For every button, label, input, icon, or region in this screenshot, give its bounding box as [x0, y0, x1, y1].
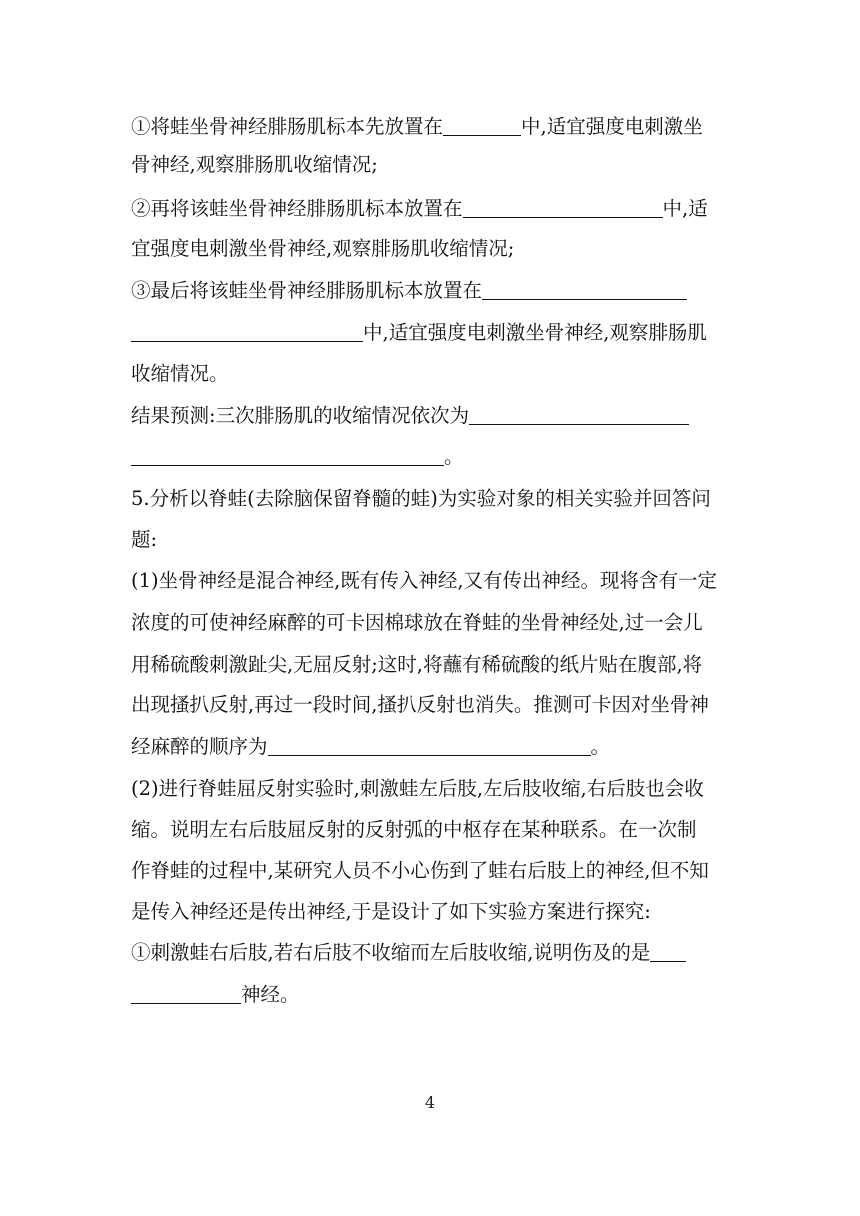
text-segment: ①刺激蛙右后肢,若右后肢不收缩而左后肢收缩,说明伤及的是	[131, 941, 651, 964]
answer-blank	[131, 445, 444, 466]
answer-blank	[650, 941, 686, 962]
text-line-10	[131, 486, 731, 512]
text-segment: 收缩情况。	[131, 362, 229, 385]
text-segment: (1)坐骨神经是混合神经,既有传入神经,又有传出神经。现将含有一定	[131, 569, 718, 592]
text-line-4	[131, 236, 731, 262]
text-segment: 中,适宜强度电刺激坐骨神经,观察腓肠肌	[363, 321, 707, 344]
text-line-22	[131, 982, 731, 1008]
text-line-19	[131, 858, 731, 884]
answer-blank	[482, 279, 687, 300]
text-segment: 中,适宜强度电刺激坐	[521, 115, 703, 138]
text-segment: ②再将该蛙坐骨神经腓肠肌标本放置在	[131, 197, 463, 220]
text-segment: 是传入神经还是传出神经,于是设计了如下实验方案进行探究:	[131, 900, 651, 923]
text-line-6	[131, 320, 731, 346]
text-segment: 经麻醉的顺序为	[131, 735, 268, 758]
text-segment: ①将蛙坐骨神经腓肠肌标本先放置在	[131, 115, 444, 138]
text-segment: 题:	[131, 528, 158, 551]
answer-blank	[443, 115, 521, 136]
answer-blank	[463, 197, 663, 218]
text-line-21	[131, 940, 731, 966]
text-segment: 用稀硫酸刺激趾尖,无屈反射;这时,将蘸有稀硫酸的纸片贴在腹部,将	[131, 653, 703, 676]
text-line-9	[131, 444, 731, 470]
text-line-3	[131, 196, 731, 222]
page-number: 4	[424, 1093, 436, 1112]
text-segment: 宜强度电刺激坐骨神经,观察腓肠肌收缩情况;	[131, 237, 515, 260]
text-line-13	[131, 610, 731, 636]
text-segment: 结果预测:三次腓肠肌的收缩情况依次为	[131, 404, 470, 427]
text-line-14	[131, 652, 731, 678]
text-line-5	[131, 278, 731, 304]
text-segment: 中,适	[662, 197, 708, 220]
text-segment: 。	[444, 445, 464, 468]
text-line-20	[131, 899, 731, 925]
answer-blank	[469, 404, 689, 425]
text-line-17	[131, 776, 731, 802]
answer-blank	[131, 321, 363, 342]
text-line-1	[131, 114, 731, 140]
text-line-15	[131, 692, 731, 718]
text-line-11	[131, 527, 731, 553]
text-segment: 。	[590, 735, 611, 758]
text-line-18	[131, 817, 731, 843]
text-line-16	[131, 734, 731, 760]
text-segment: 浓度的可使神经麻醉的可卡因棉球放在脊蛙的坐骨神经处,过一会儿	[131, 611, 703, 634]
text-line-12	[131, 568, 731, 594]
text-segment: 作脊蛙的过程中,某研究人员不小心伤到了蛙右后肢上的神经,但不知	[131, 859, 709, 882]
text-segment: ③最后将该蛙坐骨神经腓肠肌标本放置在	[131, 279, 483, 302]
text-segment: (2)进行脊蛙屈反射实验时,刺激蛙左后肢,左后肢收缩,右后肢也会收	[131, 777, 704, 800]
text-line-7	[131, 361, 731, 387]
answer-blank	[268, 735, 591, 756]
text-segment: 神经。	[241, 983, 300, 1006]
text-segment: 骨神经,观察腓肠肌收缩情况;	[131, 153, 378, 176]
text-line-2	[131, 152, 731, 178]
text-segment: 出现搔扒反射,再过一段时间,搔扒反射也消失。推测可卡因对坐骨神	[131, 693, 709, 716]
text-line-8	[131, 403, 731, 429]
text-segment: 5.分析以脊蛙(去除脑保留脊髓的蛙)为实验对象的相关实验并回答问	[131, 487, 711, 510]
answer-blank	[131, 983, 241, 1004]
text-segment: 缩。说明左右后肢屈反射的反射弧的中枢存在某种联系。在一次制	[131, 818, 697, 841]
